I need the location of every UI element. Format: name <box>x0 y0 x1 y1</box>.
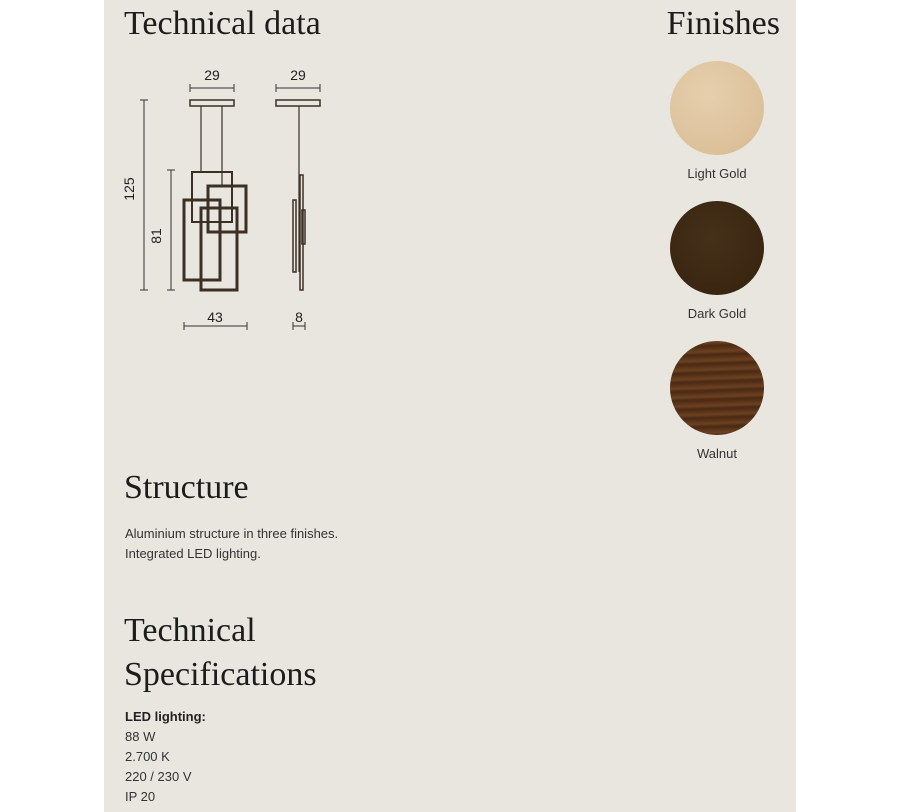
spec-voltage: 220 / 230 V <box>125 769 192 784</box>
spec-color-temperature: 2.700 K <box>125 749 170 764</box>
structure-heading: Structure <box>124 469 249 506</box>
dark-gold-swatch <box>670 201 764 295</box>
led-lighting-label: LED lighting: <box>125 709 206 724</box>
dim-body-height: 81 <box>148 228 164 244</box>
spec-heading-line: Specifications <box>124 656 317 693</box>
technical-data-heading: Technical data <box>124 5 321 42</box>
dim-front-width: 29 <box>204 67 220 83</box>
light-gold-swatch <box>670 61 764 155</box>
walnut-swatch <box>670 341 764 435</box>
product-sheet <box>104 0 796 812</box>
led-specifications <box>125 707 206 807</box>
finish-label: Walnut <box>697 446 737 461</box>
finish-label: Light Gold <box>687 166 747 181</box>
finishes-heading: Finishes <box>666 5 780 42</box>
finish-light-gold[interactable] <box>657 61 777 181</box>
dim-side-width: 29 <box>290 67 306 83</box>
technical-specifications-heading <box>124 609 317 697</box>
dim-total-height: 125 <box>121 177 137 201</box>
structure-description <box>125 524 338 564</box>
finish-dark-gold[interactable] <box>657 201 777 321</box>
dim-side-depth: 8 <box>295 309 303 325</box>
spec-ip-rating: IP 20 <box>125 789 156 804</box>
spec-heading-line: Technical <box>124 612 256 649</box>
finish-walnut[interactable] <box>657 341 777 461</box>
structure-line: Aluminium structure in three finishes. <box>125 526 339 541</box>
structure-line: Integrated LED lighting. <box>125 546 261 561</box>
spec-wattage: 88 W <box>125 729 156 744</box>
dim-front-body-width: 43 <box>207 309 223 325</box>
finish-label: Dark Gold <box>687 306 747 321</box>
